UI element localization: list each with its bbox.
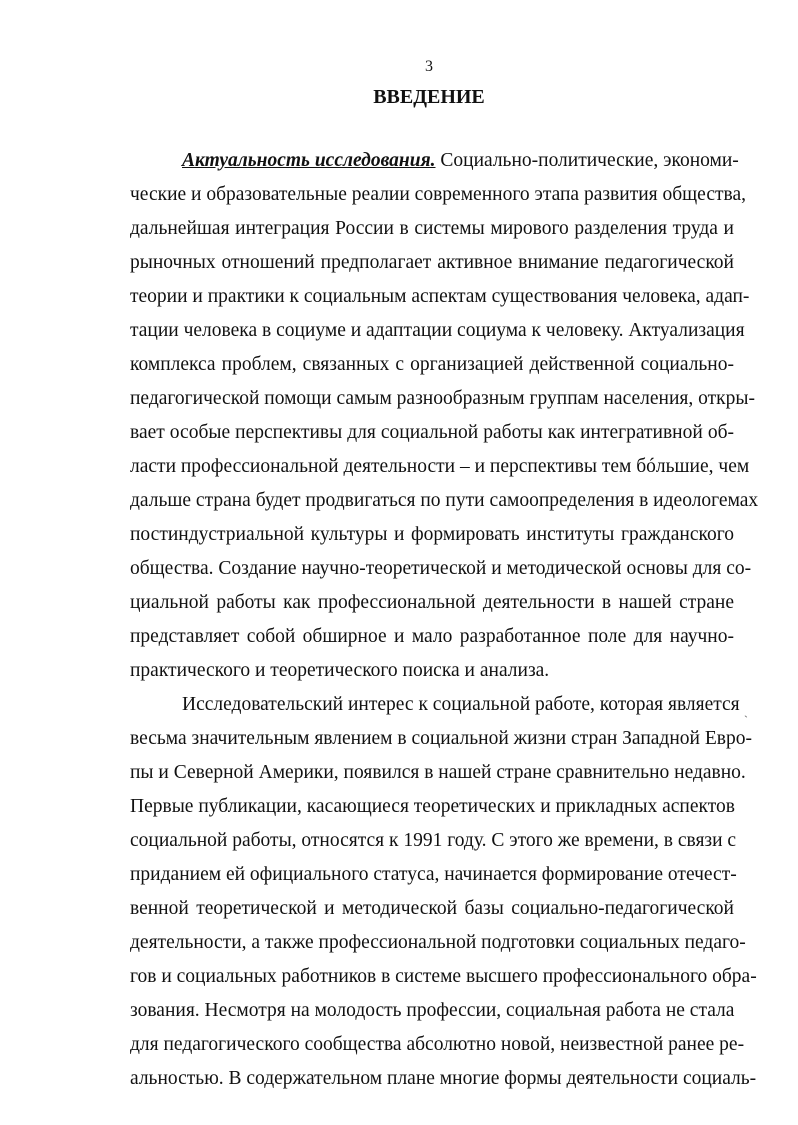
paragraph-line: ласти профессиональной деятельности – и перспективы тем бóльшие, чем xyxy=(130,456,750,477)
lead-phrase: Актуальность исследования. xyxy=(182,150,436,171)
paragraph-line: дальше страна будет продвигаться по пути самоопределения в идеологемах xyxy=(130,490,759,511)
paragraph-line: практического и теоретического поиска и анализа. xyxy=(130,660,550,681)
paragraph-line: альностью. В содержательном плане многие формы деятельности социаль- xyxy=(130,1068,757,1089)
paragraph-line: педагогической помощи самым разнообразным группам населения, откры- xyxy=(130,388,755,409)
paragraph-line: гов и социальных работников в системе высшего профессионального обра- xyxy=(130,966,757,987)
paragraph-line: ческие и образовательные реалии современного этапа развития общества, xyxy=(130,184,746,205)
page-number: 3 xyxy=(425,58,433,75)
paragraph-line: деятельности, а также профессиональной подготовки социальных педаго- xyxy=(130,932,746,953)
paragraph-line xyxy=(182,146,739,176)
page-title: ВВЕДЕНИЕ xyxy=(373,86,485,108)
scan-speck: ˏ xyxy=(744,704,748,718)
paragraph-line: зования. Несмотря на молодость профессии, социальная работа не стала xyxy=(130,1000,735,1021)
paragraph-line: представляет собой обширное и мало разработанное поле для научно- xyxy=(130,626,734,647)
paragraph-line: теории и практики к социальным аспектам существования человека, адап- xyxy=(130,286,750,307)
first-line-text: Социально-политические, экономи- xyxy=(440,150,739,171)
paragraph-line: Исследовательский интерес к социальной работе, которая является xyxy=(182,694,740,715)
paragraph-line: тации человека в социуме и адаптации социума к человеку. Актуализация xyxy=(130,320,745,341)
paragraph-line: рыночных отношений предполагает активное внимание педагогической xyxy=(130,252,734,273)
paragraph-line: вает особые перспективы для социальной работы как интегративной об- xyxy=(130,422,734,443)
paragraph-line: постиндустриальной культуры и формировать институты гражданского xyxy=(130,524,734,545)
paragraph-line: общества. Создание научно-теоретической и методической основы для со- xyxy=(130,558,752,579)
paragraph-line: приданием ей официального статуса, начинается формирование отечест- xyxy=(130,864,737,885)
paragraph-line: пы и Северной Америки, появился в нашей стране сравнительно недавно. xyxy=(130,762,746,783)
paragraph-line: венной теоретической и методической базы социально-педагогической xyxy=(130,898,734,919)
paragraph-line: для педагогического сообщества абсолютно новой, неизвестной ранее ре- xyxy=(130,1034,745,1055)
paragraph-line: Первые публикации, касающиеся теоретических и прикладных аспектов xyxy=(130,796,735,817)
paragraph-line: циальной работы как профессиональной деятельности в нашей стране xyxy=(130,592,734,613)
paragraph-line: весьма значительным явлением в социальной жизни стран Западной Евро- xyxy=(130,728,752,749)
paragraph-line: социальной работы, относятся к 1991 году. С этого же времени, в связи с xyxy=(130,830,737,851)
paragraph-line: дальнейшая интеграция России в системы мирового разделения труда и xyxy=(130,218,734,239)
paragraph-line: комплекса проблем, связанных с организацией действенной социально- xyxy=(130,354,734,375)
